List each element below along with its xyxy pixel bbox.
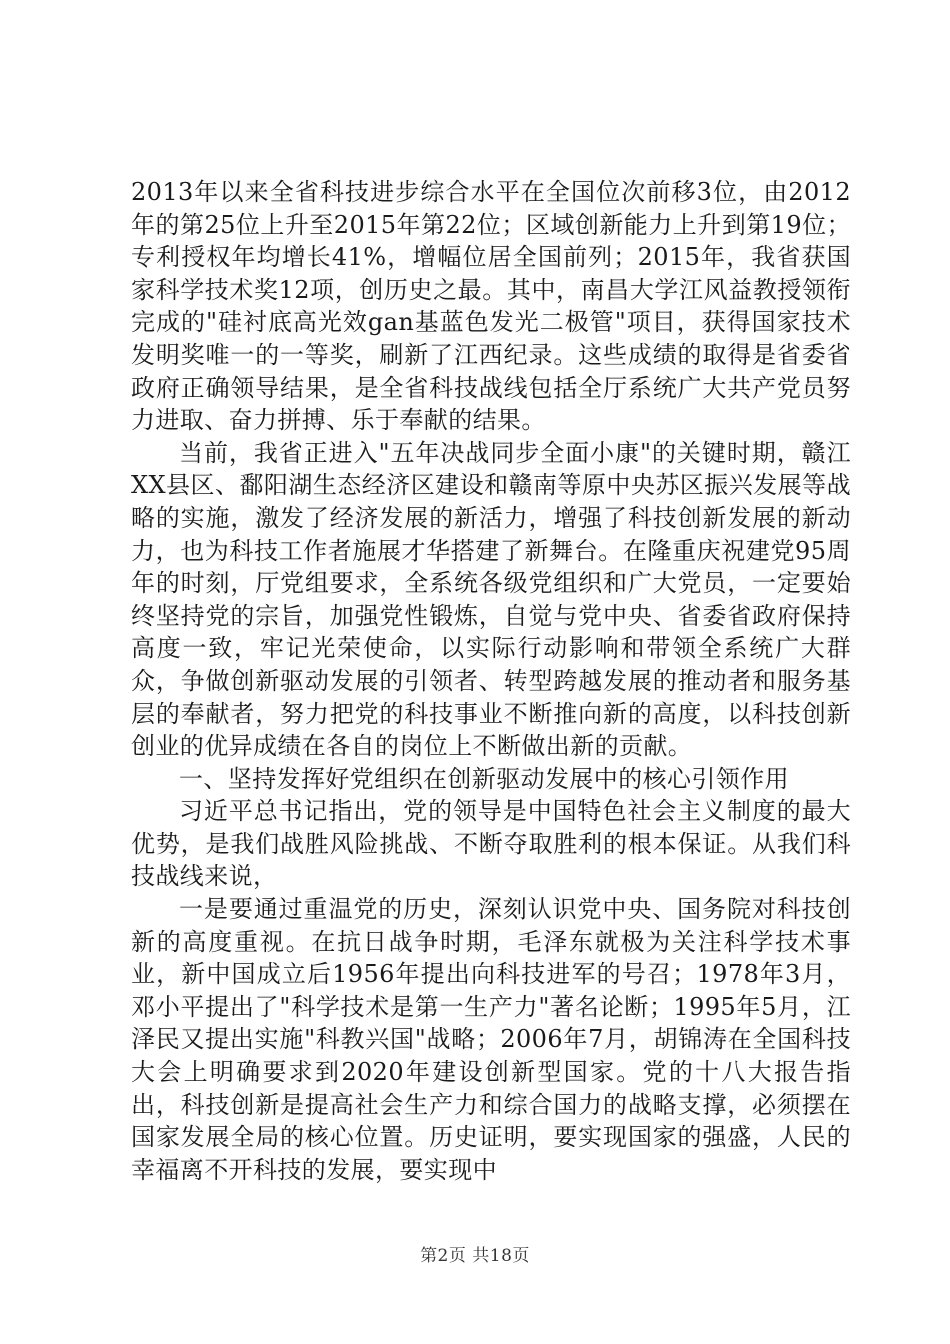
paragraph-xi-quote: 习近平总书记指出，党的领导是中国特色社会主义制度的最大优势，是我们战胜风险挑战、不断夺取胜利的根本保证。从我们科技战线来说， <box>131 797 851 891</box>
paragraph-achievements: 2013年以来全省科技进步综合水平在全国位次前移3位，由2012年的第25位上升至2015年第22位；区域创新能力上升到第19位；专利授权年均增长41%，增幅位居全国前列；2015年，我省获国家科学技术奖12项，创历史之最。其中，南昌大学江风益教授领衔完成的"硅衬底高光效gan基蓝色发光二极管"项目，获得国家技术发明奖唯一的一等奖，刷新了江西纪录。这些成绩的取得是省委省政府正确领导结果，是全省科技战线包括全厅系统广大共产党员努力进取、奋力拼搏、乐于奉献的结果。 <box>131 178 851 435</box>
section-heading-one: 一、坚持发挥好党组织在创新驱动发展中的核心引领作用 <box>179 764 789 793</box>
paragraph-party-history: 一是要通过重温党的历史，深刻认识党中央、国务院对科技创新的高度重视。在抗日战争时期，毛泽东就极为关注科学技术事业，新中国成立后1956年提出向科技进军的号召；1978年3月，邓小平提出了"科学技术是第一生产力"著名论断；1995年5月，江泽民又提出实施"科教兴国"战略；2006年7月，胡锦涛在全国科技大会上明确要求到2020年建设创新型国家。党的十八大报告指出，科技创新是提高社会生产力和综合国力的战略支撑，必须摆在国家发展全局的核心位置。历史证明，要实现国家的强盛，人民的幸福离不开科技的发展，要实现中 <box>131 895 851 1184</box>
document-body <box>131 176 851 1186</box>
paragraph-current-period: 当前，我省正进入"五年决战同步全面小康"的关键时期，赣江XX县区、鄱阳湖生态经济区建设和赣南等原中央苏区振兴发展等战略的实施，激发了经济发展的新活力，增强了科技创新发展的新动力，也为科技工作者施展才华搭建了新舞台。在隆重庆祝建党95周年的时刻，厅党组要求，全系统各级党组织和广大党员，一定要始终坚持党的宗旨，加强党性锻炼，自觉与党中央、省委省政府保持高度一致，牢记光荣使命，以实际行动影响和带领全系统广大群众，争做创新驱动发展的引领者、转型跨越发展的推动者和服务基层的奉献者，努力把党的科技事业不断推向新的高度，以科技创新创业的优异成绩在各自的岗位上不断做出新的贡献。 <box>131 438 851 761</box>
page-number-footer: 第2页 共18页 <box>420 1246 530 1266</box>
